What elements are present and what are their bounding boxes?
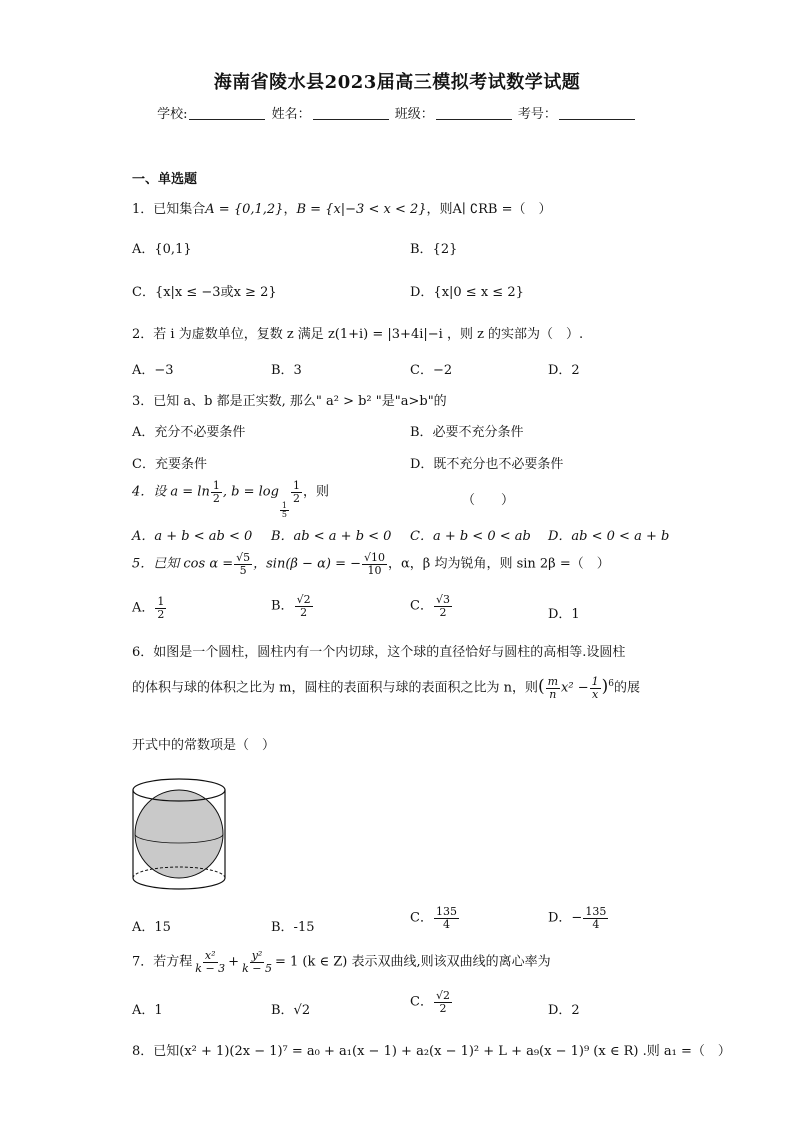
q5-opt-a-den: 2 bbox=[157, 607, 165, 621]
question-3: 3．已知 a、b 都是正实数, 那么" a² > b² "是"a>b"的 bbox=[132, 394, 447, 409]
q6-opt-c-den: 4 bbox=[442, 917, 450, 931]
q5-opt-c-num: √3 bbox=[435, 593, 450, 606]
id-label: 考号： bbox=[517, 107, 557, 122]
q7-option-d[interactable]: D．2 bbox=[548, 1003, 580, 1018]
q2-option-b[interactable]: B．3 bbox=[271, 363, 302, 378]
q7-f1-den: k − 3 bbox=[195, 961, 226, 975]
q6-m: m bbox=[547, 675, 559, 688]
q4-frac-a-num: 1 bbox=[212, 479, 220, 492]
q5-opt-c-den: 2 bbox=[439, 605, 447, 619]
q6-one: 1 bbox=[591, 675, 599, 688]
q5-option-d[interactable]: D．1 bbox=[548, 607, 580, 622]
q6-opt-c-num: 135 bbox=[435, 905, 457, 918]
q1-option-d[interactable]: D．{x|0 ≤ x ≤ 2} bbox=[410, 285, 524, 300]
section-title: 一、单选题 bbox=[132, 172, 198, 187]
q4-frac-b-num: 1 bbox=[293, 479, 300, 492]
q6-x: x bbox=[592, 687, 599, 701]
q3-option-c[interactable]: C．充要条件 bbox=[132, 457, 207, 472]
q1-option-b[interactable]: B．{2} bbox=[410, 242, 458, 257]
q7-frac-1 bbox=[193, 950, 227, 974]
q7-option-c[interactable] bbox=[410, 990, 453, 1014]
q6-opt-c-label: C． bbox=[410, 910, 433, 926]
q5-opt-b-frac bbox=[295, 594, 313, 618]
q4-option-c[interactable]: C．a + b < 0 < ab bbox=[410, 529, 531, 544]
q6-frac-mn bbox=[546, 676, 560, 700]
question-7 bbox=[132, 950, 551, 974]
school-label: 学校: bbox=[157, 107, 188, 122]
q7-opt-c-frac bbox=[434, 990, 452, 1014]
question-6-line-3: 开式中的常数项是（ ） bbox=[132, 738, 276, 753]
q1-set-a: A = {0,1,2} bbox=[205, 202, 284, 217]
q7-option-a[interactable]: A．1 bbox=[132, 1003, 163, 1018]
question-1 bbox=[132, 198, 551, 217]
q7-stem-b: = 1 (k ∈ Z) 表示双曲线,则该双曲线的离心率为 bbox=[274, 954, 551, 970]
q5-opt-a-label: A． bbox=[132, 600, 155, 616]
q1-option-a[interactable]: A．{0,1} bbox=[132, 242, 192, 257]
school-blank bbox=[189, 107, 265, 120]
q6-option-c[interactable] bbox=[410, 906, 460, 930]
q1-stem: 1．已知集合 bbox=[132, 202, 206, 217]
q7-f1-num: x² bbox=[204, 949, 216, 962]
q3-option-a[interactable]: A．充分不必要条件 bbox=[132, 425, 246, 440]
q5-opt-c-frac bbox=[434, 594, 452, 618]
q7-opt-c-num: √2 bbox=[435, 989, 450, 1002]
q3-option-b[interactable]: B．必要不充分条件 bbox=[410, 425, 524, 440]
q6-paren-open: ( bbox=[537, 676, 545, 697]
q5-opt-b-num: √2 bbox=[296, 593, 311, 606]
question-4 bbox=[132, 480, 329, 519]
q5-stem-a: 5．已知 cos α = bbox=[132, 556, 234, 572]
q4-frac-a-den: 2 bbox=[212, 491, 220, 505]
q6-opt-d-frac bbox=[583, 906, 608, 930]
q5-stem-c: ，α，β 均为锐角，则 sin 2β =（ ） bbox=[388, 556, 610, 572]
student-info-line bbox=[0, 103, 794, 122]
q6-opt-d-label: D．− bbox=[548, 910, 583, 926]
q4-frac-b-den: 2 bbox=[293, 491, 300, 505]
q6-option-b[interactable]: B．-15 bbox=[271, 920, 315, 935]
q4-option-b[interactable]: B．ab < a + b < 0 bbox=[271, 529, 392, 544]
q7-f2-num: y² bbox=[251, 949, 263, 962]
q4-stem-a: 4．设 a = ln bbox=[132, 484, 210, 500]
q5-opt-a-frac bbox=[155, 596, 166, 620]
q6-line2-tail: 的展 bbox=[614, 680, 641, 696]
q6-opt-c-frac bbox=[434, 906, 459, 930]
q2-option-a[interactable]: A．−3 bbox=[132, 363, 174, 378]
q5-option-a[interactable] bbox=[132, 596, 167, 620]
question-6-line-1: 6．如图是一个圆柱，圆柱内有一个内切球，这个球的直径恰好与圆柱的高相等.设圆柱 bbox=[132, 645, 626, 660]
q5-f2-num: √10 bbox=[364, 551, 386, 564]
q6-x2: x² − bbox=[561, 680, 589, 696]
q4-answer-paren: （ ） bbox=[462, 493, 515, 508]
q7-f2-den: k − 5 bbox=[242, 961, 272, 975]
q6-line2-text: 的体积与球的体积之比为 m，圆柱的表面积与球的表面积之比为 n，则 bbox=[132, 680, 538, 696]
q5-opt-b-den: 2 bbox=[300, 605, 308, 619]
id-blank bbox=[559, 107, 635, 120]
q4-frac-a bbox=[211, 480, 222, 504]
q5-stem-b: ，sin(β − α) = − bbox=[253, 556, 361, 572]
q7-frac-2 bbox=[240, 950, 274, 974]
q5-frac-2 bbox=[362, 552, 387, 576]
q1-tail: ，则A∣ ∁RB =（ ） bbox=[426, 202, 552, 217]
q3-option-d[interactable]: D．既不充分也不必要条件 bbox=[410, 457, 564, 472]
q6-option-d[interactable] bbox=[548, 906, 609, 930]
q6-frac-1x bbox=[590, 676, 601, 700]
q1-set-b: B = {x|−3 < x < 2} bbox=[296, 202, 427, 217]
cylinder-bottom-front bbox=[133, 878, 225, 889]
q5-opt-a-num: 1 bbox=[157, 595, 165, 608]
question-2: 2．若 i 为虚数单位，复数 z 满足 z(1+i) = |3+4i|−i ，则 z 的实部为（ ）. bbox=[132, 327, 584, 342]
q5-option-b[interactable] bbox=[271, 594, 314, 618]
q5-f1-num: √5 bbox=[236, 551, 251, 564]
question-5 bbox=[132, 552, 610, 576]
q4-option-a[interactable]: A．a + b < ab < 0 bbox=[132, 529, 253, 544]
q6-paren-close: ) bbox=[601, 676, 609, 697]
q1-option-c[interactable]: C．{x|x ≤ −3或x ≥ 2} bbox=[132, 285, 277, 300]
cylinder-sphere-figure bbox=[128, 772, 232, 900]
q6-n: n bbox=[549, 687, 557, 701]
question-8: 8．已知(x² + 1)(2x − 1)⁷ = a₀ + a₁(x − 1) + a₂(x − 1)² + L + a₉(x − 1)⁹ (x ∈ R) .则 a₁ =（ ） bbox=[132, 1044, 731, 1059]
q5-f2-den: 10 bbox=[367, 563, 382, 577]
page-title: 海南省陵水县2023届高三模拟考试数学试题 bbox=[213, 72, 581, 93]
q4-base-num: 1 bbox=[281, 500, 287, 510]
q7-stem-a: 7．若方程 bbox=[132, 954, 193, 970]
q4-log-base bbox=[280, 502, 289, 520]
inscribed-sphere bbox=[135, 790, 223, 878]
q5-f1-den: 5 bbox=[239, 563, 247, 577]
q5-option-c[interactable] bbox=[410, 594, 453, 618]
q4-base-den: 5 bbox=[281, 509, 287, 519]
q7-plus: + bbox=[228, 954, 240, 970]
name-blank bbox=[313, 107, 389, 120]
q2-option-c[interactable]: C．−2 bbox=[410, 363, 453, 378]
q5-opt-c-label: C． bbox=[410, 598, 433, 614]
q6-opt-d-den: 4 bbox=[592, 917, 600, 931]
q7-opt-c-label: C． bbox=[410, 994, 433, 1010]
q4-frac-b bbox=[291, 480, 302, 504]
q5-frac-1 bbox=[234, 552, 252, 576]
q4-option-d[interactable]: D．ab < 0 < a + b bbox=[548, 529, 670, 544]
q2-option-d[interactable]: D．2 bbox=[548, 363, 580, 378]
q6-opt-d-num: 135 bbox=[585, 905, 607, 918]
q4-stem-c: ，则 bbox=[303, 484, 330, 500]
class-blank bbox=[436, 107, 512, 120]
q7-option-b[interactable]: B．√2 bbox=[271, 1003, 311, 1018]
name-label: 姓名： bbox=[271, 107, 311, 122]
q6-exponent: 6 bbox=[608, 679, 614, 690]
q4-stem-b: , b = log bbox=[222, 484, 279, 500]
q1-comma: ， bbox=[283, 202, 297, 217]
question-6-line-2 bbox=[132, 676, 640, 700]
q7-opt-c-den: 2 bbox=[439, 1001, 447, 1015]
class-label: 班级： bbox=[394, 107, 434, 122]
q6-option-a[interactable]: A．15 bbox=[132, 920, 171, 935]
q5-opt-b-label: B． bbox=[271, 598, 294, 614]
